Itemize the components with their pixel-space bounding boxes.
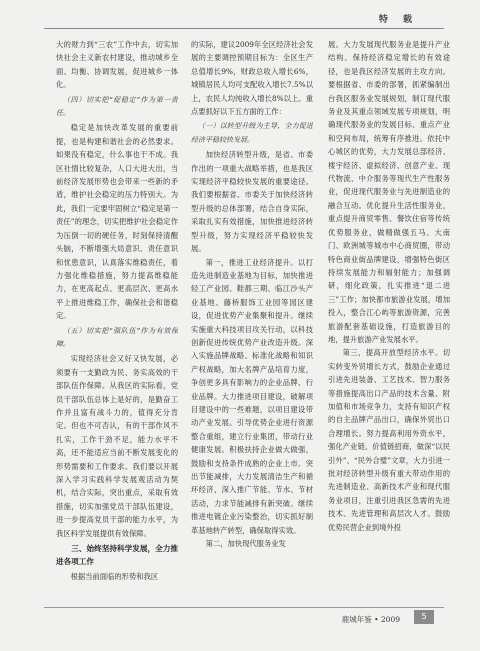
subsection-heading: （四）切实把“促稳定”作为第一责任。	[56, 95, 178, 118]
paragraph: 第三，提高开放型经济水平。切实转变外贸增长方式，鼓励企业通过引进先进装备、工艺技术、智力服务等措施提高出口产品的技术含量、附加值和市场竞争力，支持有知识产权的自主品牌产品出口，确保外贸出口合理增长。努力提高利用外资水平，强化产业链、价值链招商，做深“以民引外”、“民外合璧”文章，大力引进一批对经济转型升级有重大带动作用的先进制造业、高新技术产业和现代服务业项目，注重引进我区急需的先进技术、先进管理和高层次人才。鼓励优势民营企业到境外投	[328, 348, 450, 532]
subsection-heading: （一）以转型升级为主导，全力促进经济平稳较快发展。	[191, 122, 313, 144]
header-rule	[44, 28, 444, 29]
text-column-2	[191, 38, 313, 604]
text-column-3	[328, 38, 450, 604]
paragraph: 根据当前面临的形势和我区	[70, 571, 159, 581]
text-column-1	[56, 38, 178, 604]
paragraph: 的实际，建议2009年全区经济社会发展的主要调控预期目标为：全区生产总值增长9%，财政总收入增长6%，城镇居民人均可支配收入增长7.5%以上，农民人均纯收入增长8%以上。重点要抓好以下五方面的工作：	[191, 40, 313, 117]
paragraph: 展。大力发展现代服务业是提升产业结构、保持经济稳定增长的有效途径，也是我区经济发展的主攻方向。要根据省、市委的部署，抓紧编制出台我区服务业发展规划，制订现代服务业及其重点领域发展专项规划，明确现代服务业的发展目标、重点产业和空间布局，统筹有序推进。依托中心城区的优势，大力发展总部经济、楼宇经济、虚拟经济、创意产业、现代物流、中介服务等现代生产性服务业，促进现代服务业与先进制造业的融合互动。优化提升生活性服务业，重点提升商贸零售、餐饮住宿等传统优势服务业，做精做强五马、大南门、欧洲城等城市中心商贸圈，带动特色商业街品牌建设，增强特色街区持续发展能力和辐射能力；加强调研，细化政策，扎实推进“退二进三”工作；加快都市旅游业发展，增加投入，整合江心屿等旅游资源，完善旅游配套基础设施，打造旅游目的地，提升旅游产业发展水平。	[328, 40, 450, 344]
paragraph: 稳定是加快改革发展的重要前提，也是构建和谐社会的必然要求。如果没有稳定，什么事也干不成。我区社情比较复杂，人口大进大出，当前经济发展形势也会带来一些新的矛盾，维护社会稳定的压力特别大。为此，我们一定要牢固树立“稳定是第一责任”的理念，切实把维护社会稳定作为压倒一切的硬任务，时刻保持清醒头脑，不断增强大局意识、责任意识和忧患意识，认真落实维稳责任，着力强化维稳措施，努力提高维稳能力，在更高起点、更高层次、更高水平上推进维稳工作，确保社会和谐稳定。	[56, 123, 178, 321]
section-heading: 三、始终坚持科学发展，全力推进各项工作	[56, 544, 178, 567]
paragraph: 加快经济转型升级，是省、市委作出的一项重大战略举措，也是我区实现经济平稳较快发展的重要途径。我们要根据省、市委关于加快经济转型升级的总体部署，结合自身实际，采取扎实有效措施，加快推进经济转型升级，努力实现经济平稳较快发展。	[191, 150, 313, 254]
paragraph: 实现经济社会又好又快发展，必须要有一支勤政为民、务实高效的干部队伍作保障。从我区的实际看，党员干部队伍总体上是好的，是勤奋工作并且富有战斗力的，值得充分肯定。但也不可否认，有的干部作风不扎实，工作干劲不足，能力水平不高，还不能适应当前不断发展变化的形势需要和工作要求。我们要以开展深入学习实践科学发展观活动为契机，结合实际，突出重点，采取有效措施，切实加强党员干部队伍建设，进一步提高党员干部的能力水平，为我区科学发展提供有效保障。	[56, 354, 178, 538]
section-label: 特 载	[378, 15, 418, 25]
footer-rule	[44, 607, 444, 608]
footer-journal-title: 鹿城年鉴 • 2009	[341, 615, 400, 624]
subsection-heading: （五）切实把“强队伍”作为有效保障。	[56, 326, 178, 348]
paragraph: 第二，加快现代服务业发	[205, 539, 286, 549]
paragraph: 第一，推进工业经济提升。以打造先进制造业基地为目标，加快推进轻工产业园、鞋都三期、临江沙头产业基地、藤桥服饰工业园等园区建设，促进优势产业集聚和提升。继续实施重大科技项目攻关行动，以科技创新促进传统优势产业改造升级。深入实施品牌战略、标准化战略和知识产权战略，加大名牌产品培育力度，争创更多具有影响力的企业品牌、行业品牌。大力推进项目建设，破解项目建设中的一些难题，以项目建设带动产业发展。引导优势企业进行资源整合重组，建立行业集团，带动行业健康发展。积极扶持企业做大做强，鼓励和支持条件成熟的企业上市。突出节能减排，大力发展清洁生产和循环经济，深入推广节能、节水、节材活动，力求节能减排有新突破。继续推进电镀企业污染整治，切实抓好制革基地转产转型，确保取得实效。	[191, 257, 313, 535]
page-number: 5	[414, 610, 434, 624]
paragraph: 大的财力到“三农”工作中去，切实加快社会主义新农村建设，推动城乡全面、均衡、协调发展，促进城乡一体化。	[56, 40, 178, 90]
